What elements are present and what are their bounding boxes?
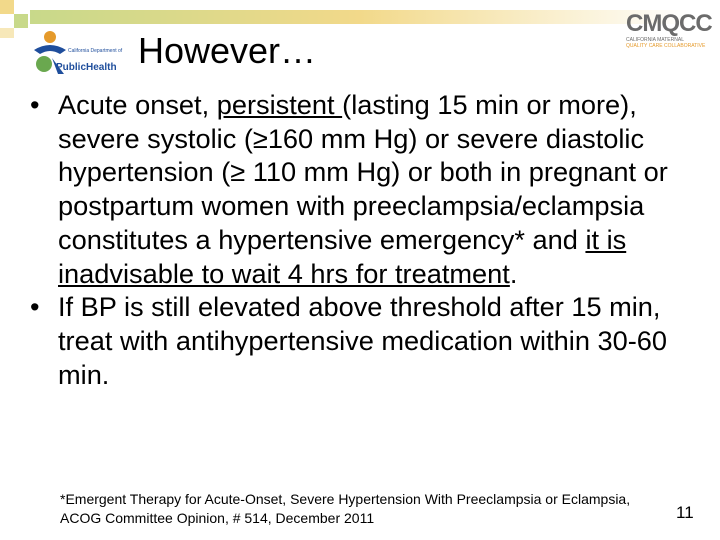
cmqcc-logo — [622, 10, 718, 50]
cmqcc-logo-name: CMQCC — [626, 10, 712, 37]
underlined-text: persistent — [216, 89, 343, 120]
bullet-item — [24, 290, 704, 391]
bullet-text-part: . — [509, 257, 518, 289]
underlined-text: it is inadvisable to wait 4 hrs for treatment — [58, 223, 627, 289]
cmqcc-logo-line2: QUALITY CARE COLLABORATIVE — [626, 43, 706, 49]
bullet-icon: • — [30, 89, 40, 120]
bullet-item — [24, 88, 704, 290]
cmqcc-logo-line1: CALIFORNIA MATERNAL — [626, 37, 684, 43]
bullet-icon: • — [30, 291, 40, 323]
bullet-text-part: If BP is still elevated above threshold after 15 min, treat with antihypertensive medication within 30-60 min. — [58, 291, 668, 390]
bullet-list — [24, 88, 704, 391]
slide-title: However… — [138, 30, 317, 71]
bullet-text-part: (lasting 15 min or more), severe systolic (≥160 mm Hg) or severe diastolic hypertension (≥ 110 mm Hg) or both in pregnant or postpartum women with preeclampsia/eclampsia constitutes a hypertensive emergency* and — [58, 89, 668, 255]
cdph-logo — [30, 28, 123, 80]
page-number: 11 — [676, 503, 694, 522]
footnote: *Emergent Therapy for Acute-Onset, Severe Hypertension With Preeclampsia or Eclampsia, ACOG Committee Opinion, # 514, December 2011 — [60, 491, 631, 526]
cdph-logo-top-text: California Department of — [68, 48, 123, 54]
bullet-text-part: Acute onset, — [58, 89, 217, 120]
cdph-logo-bottom-text: PublicHealth — [56, 62, 117, 73]
